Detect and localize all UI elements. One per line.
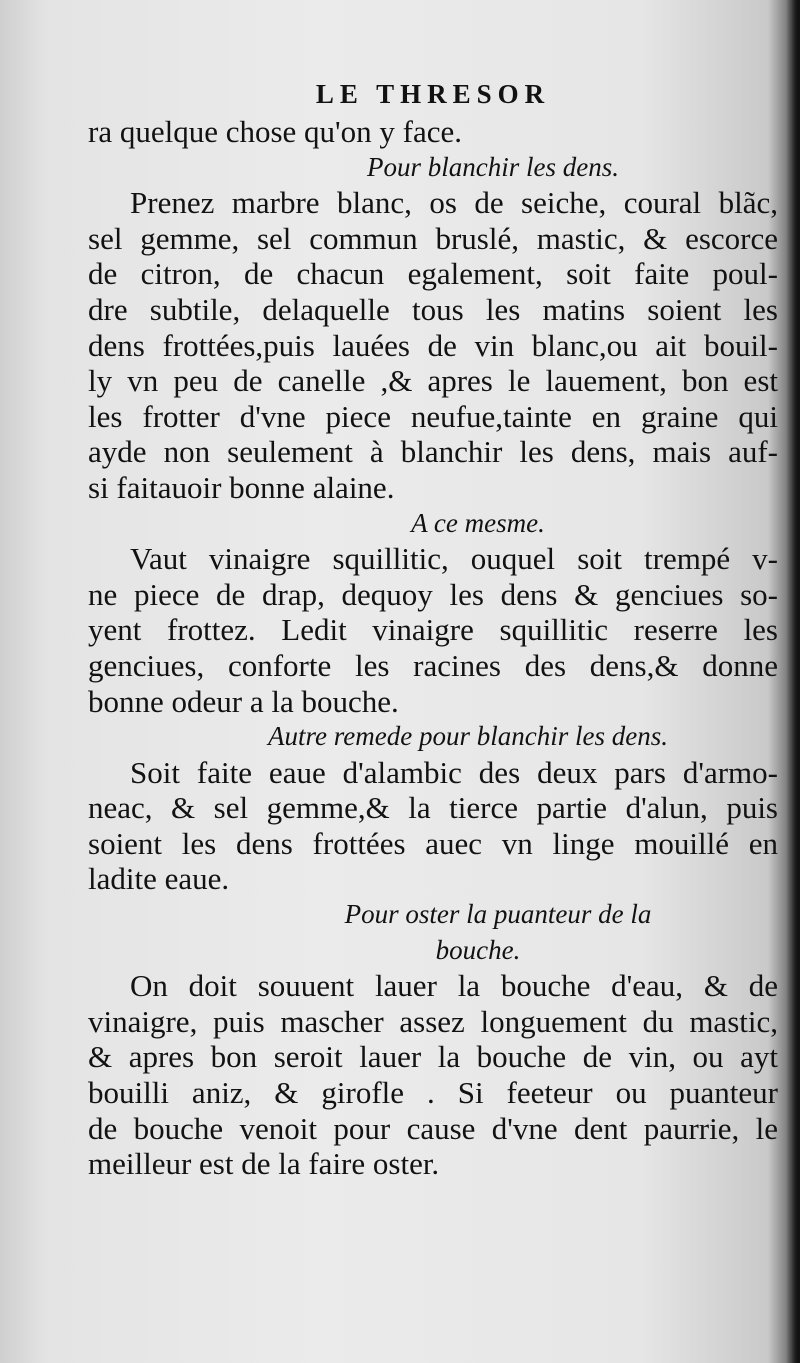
running-head: LE THRESOR — [315, 79, 551, 109]
page-text-block — [88, 74, 778, 1182]
text-line: dre subtile, delaquelle tous les matins soient les — [88, 291, 778, 327]
section-heading: Autre remede pour blanchir les dens. — [268, 721, 668, 752]
section-heading: bouche. — [435, 934, 521, 965]
text-line: de bouche venoit pour cause d'vne dent paurrie, le — [88, 1110, 778, 1146]
text-line: Soit faite eaue d'alambic des deux pars d'armo- — [130, 754, 778, 790]
text-line: si faitauoir bonne alaine. — [88, 469, 395, 505]
text-line: ne piece de drap, dequoy les dens & genciues so- — [88, 576, 778, 612]
text-line: soient les dens frottées auec vn linge mouillé en — [88, 825, 778, 861]
section-heading: Pour oster la puanteur de la — [344, 899, 652, 930]
page-gutter-shadow — [786, 0, 800, 1363]
text-line: ra quelque chose qu'on y face. — [88, 114, 462, 149]
text-line: bonne odeur a la bouche. — [88, 683, 399, 719]
text-line: ayde non seulement à blanchir les dens, mais auf- — [88, 434, 778, 470]
text-line: meilleur est de la faire oster. — [88, 1146, 440, 1182]
text-line: de citron, de chacun egalement, soit faite poul- — [88, 256, 778, 292]
text-line: sel gemme, sel commun bruslé, mastic, & escorce — [88, 220, 778, 256]
text-line: dens frottées,puis lauées de vin blanc,ou ait bouil- — [88, 327, 778, 363]
text-line: ly vn peu de canelle ,& apres le lauement, bon est — [88, 363, 778, 399]
text-line: les frotter d'vne piece neufue,tainte en graine qui — [88, 398, 778, 434]
text-line: On doit souuent lauer la bouche d'eau, & de — [130, 968, 778, 1004]
text-line: ladite eaue. — [88, 861, 230, 897]
text-line: Vaut vinaigre squillitic, ouquel soit trempé v- — [130, 541, 778, 577]
text-line: genciues, conforte les racines des dens,& donne — [88, 647, 778, 683]
section-heading: A ce mesme. — [411, 507, 545, 538]
text-line: neac, & sel gemme,& la tierce partie d'alun, puis — [88, 790, 778, 826]
text-line: yent frottez. Ledit vinaigre squillitic reserre les — [88, 612, 778, 648]
text-line: bouilli aniz, & girofle . Si feeteur ou puanteur — [88, 1075, 778, 1111]
section-heading: Pour blanchir les dens. — [367, 151, 619, 182]
text-line: vinaigre, puis mascher assez longuement du mastic, — [88, 1003, 778, 1039]
text-line: & apres bon seroit lauer la bouche de vin, ou ayt — [88, 1039, 778, 1075]
text-line: Prenez marbre blanc, os de seiche, coural blãc, — [130, 185, 778, 221]
